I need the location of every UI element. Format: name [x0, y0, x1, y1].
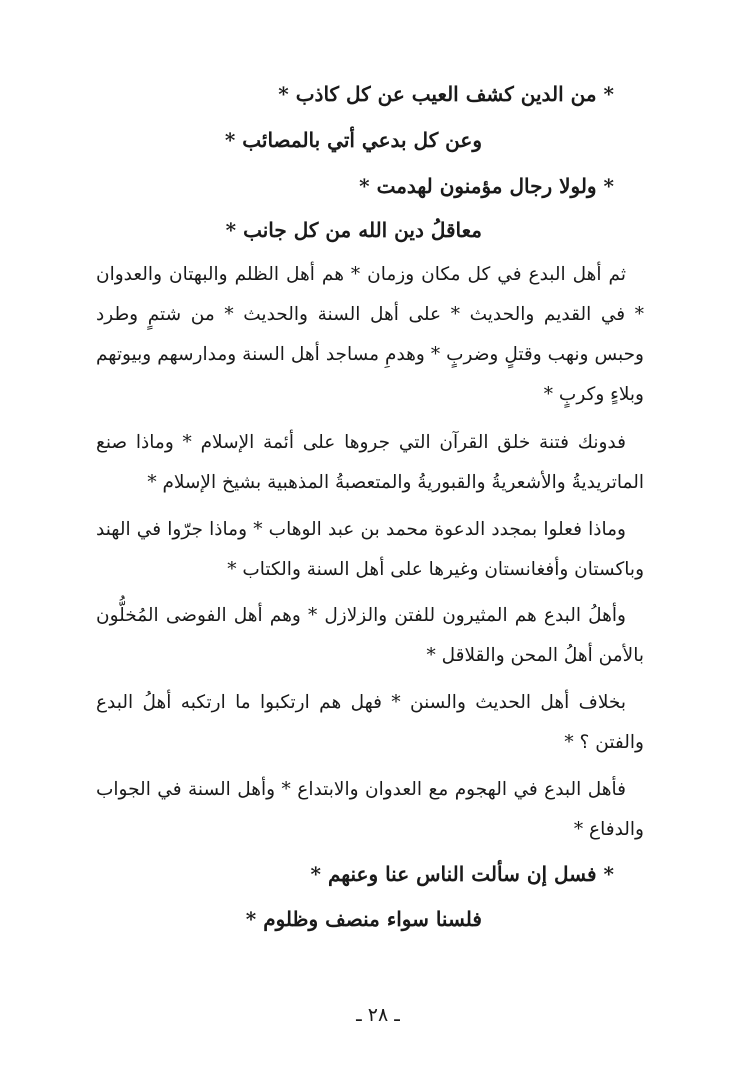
paragraph-3: وماذا فعلوا بمجدد الدعوة محمد بن عبد الوهاب * وماذا جرّوا في الهند وباكستان وأفغانستان وغيرها على أهل السنة والكتاب * — [96, 519, 644, 580]
poem-top-line-4: معاقلُ دين الله من كل جانب * — [225, 218, 482, 242]
paragraph-6: فأهل البدع في الهجوم مع العدوان والابتداع * وأهل السنة في الجواب والدفاع * — [96, 779, 644, 840]
poem-top-line-1: * من الدين كشف العيب عن كل كاذب * — [278, 82, 614, 106]
paragraph-1: ثم أهل البدع في كل مكان وزمان * هم أهل الظلم والبهتان والعدوان * في القديم والحديث * على أهل السنة والحديث * من شتمٍ وطرد وحبس ونهب وقتلٍ وضربٍ * وهدمِ مساجد أهل السنة ومدارسهم وبيوتهم وبلاءٍ وكربٍ * — [96, 264, 644, 405]
poem-bottom-line-2: فلسنا سواء منصف وظلوم * — [245, 907, 482, 931]
poem-top-line-2: وعن كل بدعي أتي بالمصائب * — [224, 128, 482, 152]
page-number: ـ ٢٨ ـ — [356, 1004, 400, 1026]
poem-top-line-3: * ولولا رجال مؤمنون لهدمت * — [359, 174, 614, 198]
paragraph-2: فدونك فتنة خلق القرآن التي جروها على أئمة الإسلام * وماذا صنع الماتريديةُ والأشعريةُ والقبوريةُ والمتعصبةُ المذهبية بشيخ الإسلام * — [96, 432, 644, 493]
paragraph-4: وأهلُ البدع هم المثيرون للفتن والزلازل * وهم أهل الفوضى المُخلُّون بالأمن أهلُ المحن والقلاقل * — [96, 605, 644, 666]
poem-bottom-line-1: * فسل إن سألت الناس عنا وعنهم * — [310, 862, 614, 886]
paragraph-5: بخلاف أهل الحديث والسنن * فهل هم ارتكبوا ما ارتكبه أهلُ البدع والفتن ؟ * — [96, 692, 644, 753]
